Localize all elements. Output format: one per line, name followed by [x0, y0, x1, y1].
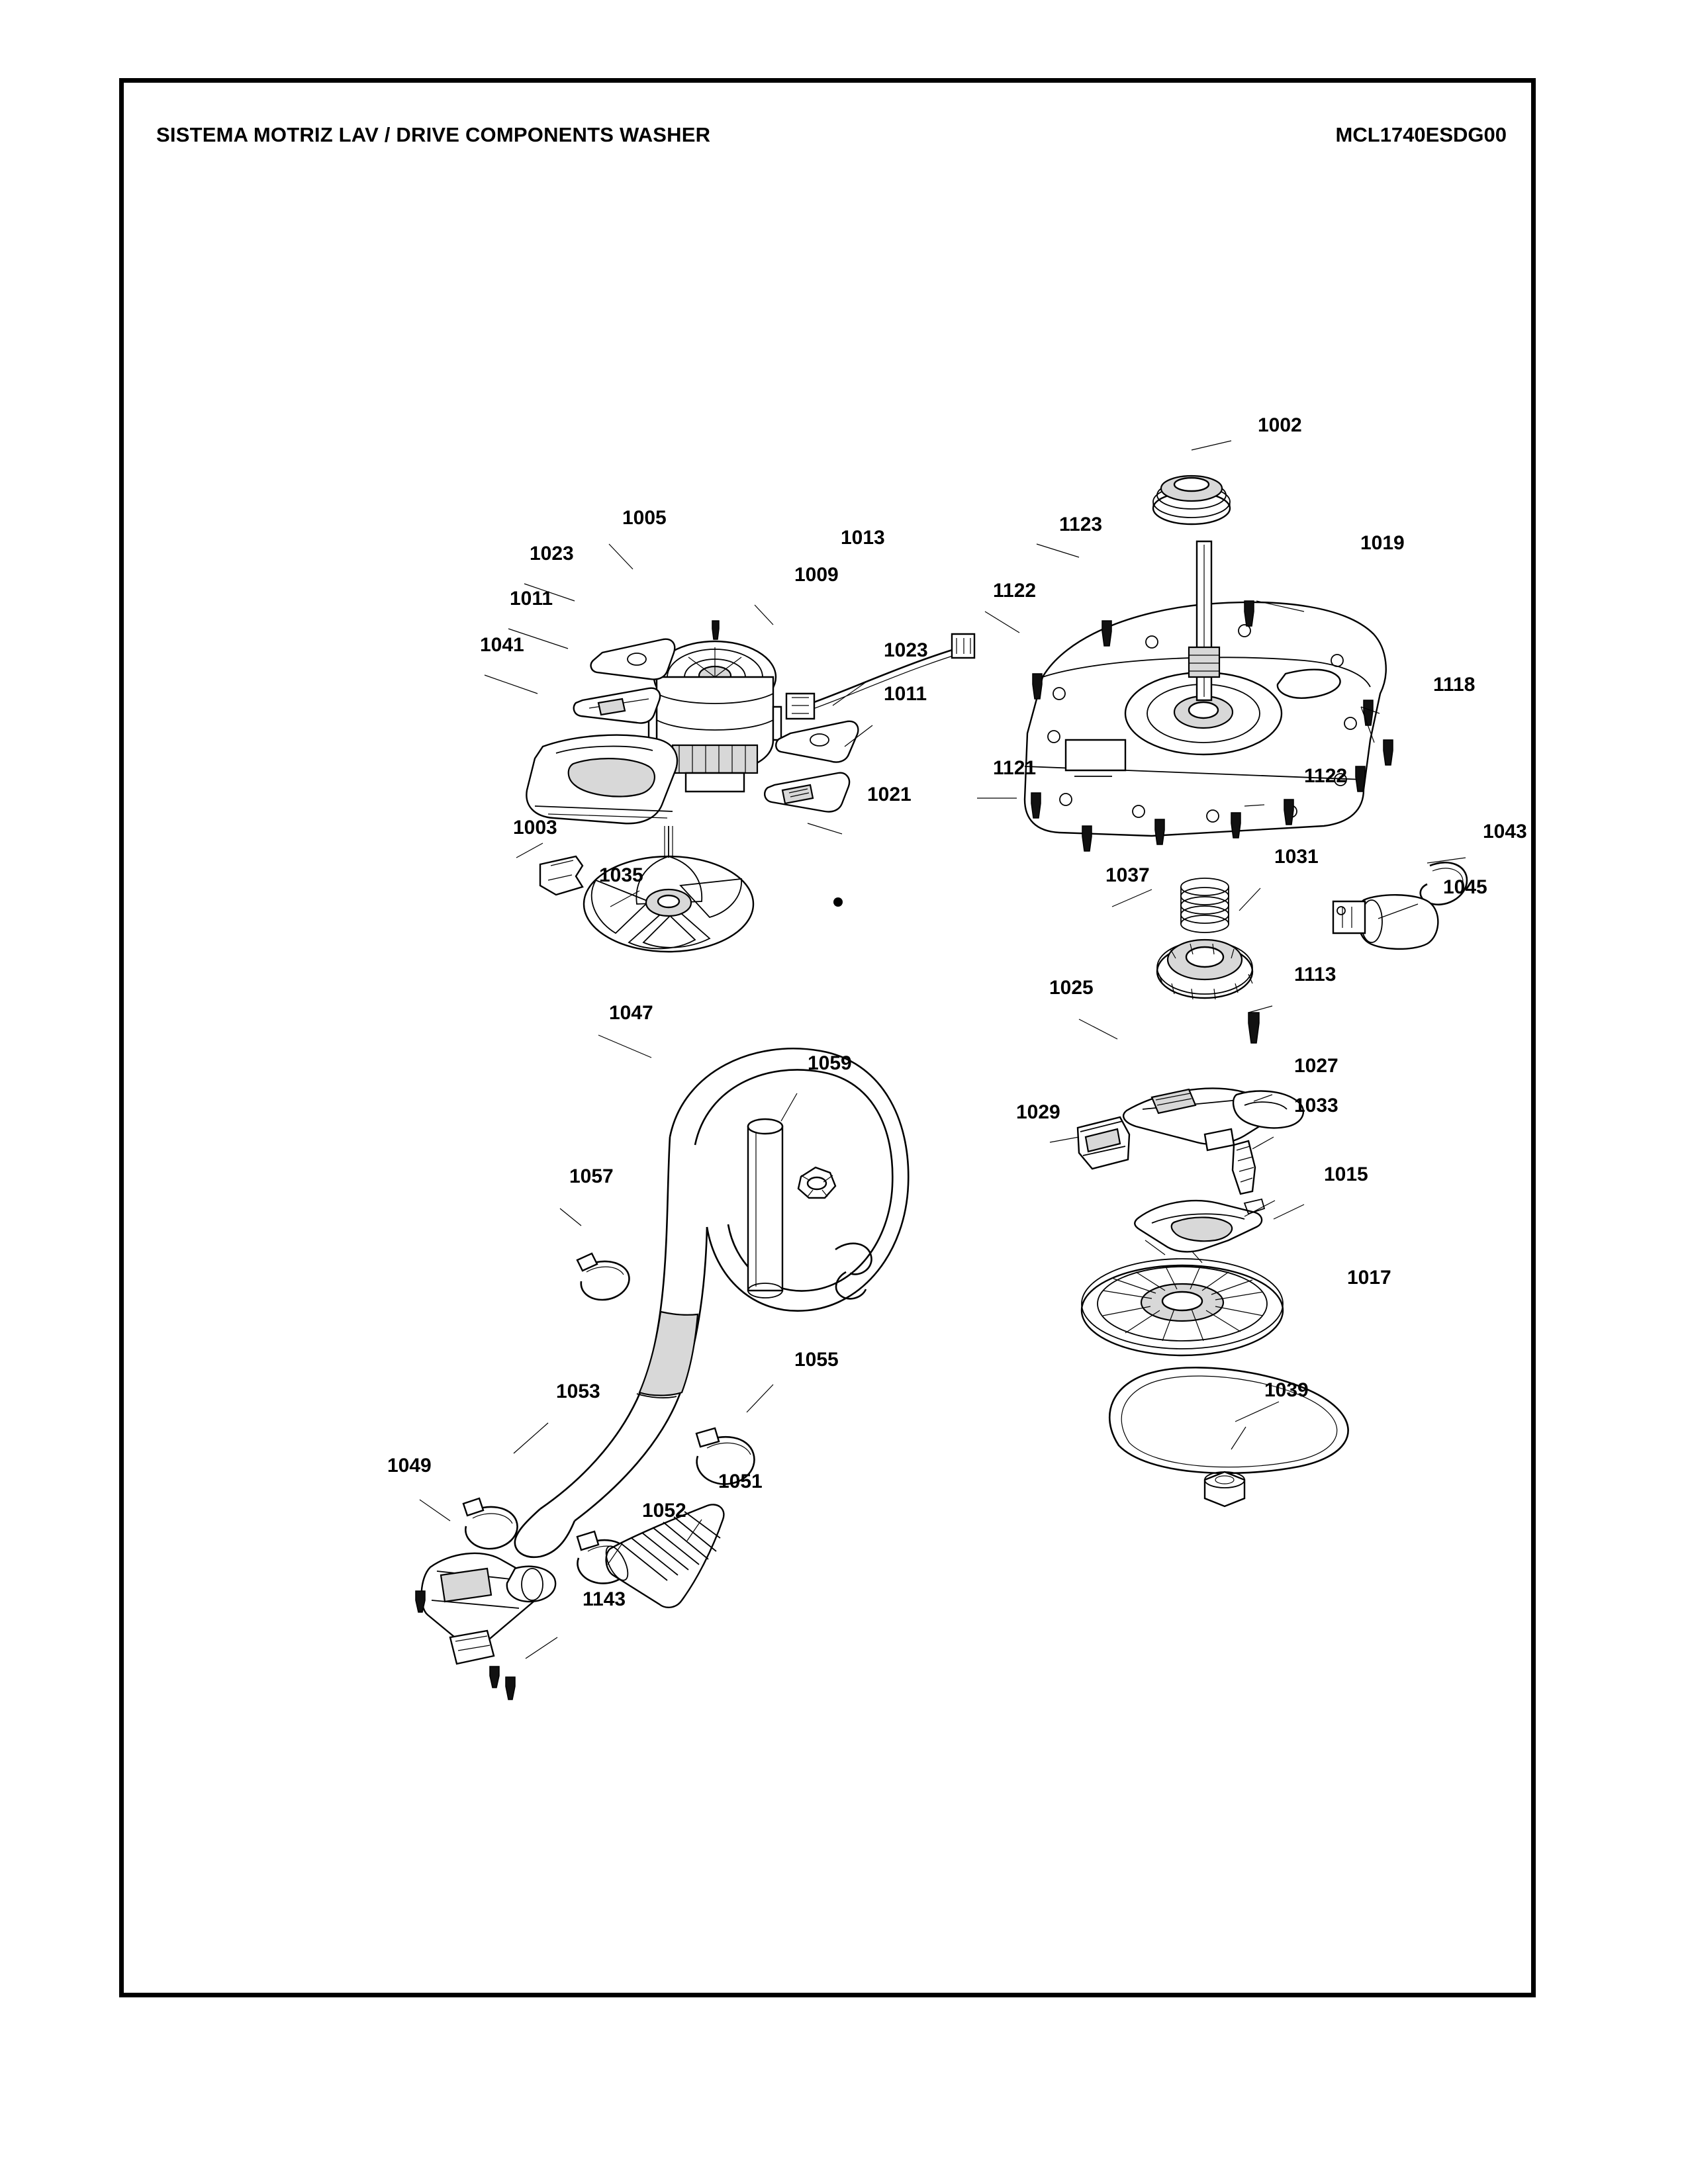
part-1011-grommet-upper: [574, 688, 660, 723]
callout-1011-lower: 1011: [884, 683, 927, 705]
part-1017-belt: [1109, 1367, 1348, 1473]
part-1039-nut: [1205, 1472, 1244, 1506]
part-1143-screw: [506, 1677, 515, 1700]
callout-1118: 1118: [1433, 674, 1476, 696]
callout-1003: 1003: [513, 817, 557, 839]
callout-1047: 1047: [609, 1002, 653, 1024]
part-1023-mount-lower: [776, 721, 858, 762]
callout-1057: 1057: [569, 1165, 614, 1187]
part-1002-seal: [1153, 476, 1230, 524]
callout-1025: 1025: [1049, 977, 1094, 999]
callout-1029: 1029: [1016, 1101, 1060, 1123]
callout-1123: 1123: [1059, 514, 1103, 535]
part-1113-screw: [1248, 1013, 1259, 1043]
part-1025-brake-assembly: [1123, 1089, 1303, 1150]
callout-1002: 1002: [1258, 414, 1302, 436]
callout-1011-upper: 1011: [510, 588, 553, 610]
callout-1035: 1035: [599, 864, 643, 886]
part-1005-screw: [712, 621, 719, 639]
callout-1033: 1033: [1294, 1095, 1338, 1116]
callout-1053: 1053: [556, 1381, 600, 1402]
part-1033-lever: [1135, 1199, 1264, 1263]
part-1059-clip: [798, 1167, 835, 1198]
callout-1017: 1017: [1347, 1267, 1391, 1289]
callout-1043: 1043: [1483, 821, 1527, 842]
part-1031-hub: [1157, 940, 1252, 999]
callout-1013: 1013: [841, 527, 885, 549]
callout-1023-lower: 1023: [884, 639, 928, 661]
callout-1052: 1052: [642, 1500, 686, 1522]
callout-1005: 1005: [622, 507, 667, 529]
callout-1122-lower: 1122: [1304, 765, 1348, 787]
part-1029-block: [1078, 1117, 1129, 1169]
part-1057-clamp: [577, 1253, 629, 1300]
part-1035-fan: [584, 826, 753, 952]
callout-1041: 1041: [480, 634, 524, 656]
part-1019-base-plate: [1025, 541, 1386, 836]
callout-1122-upper: 1122: [993, 580, 1037, 602]
part-1023-mount-upper: [591, 639, 675, 680]
part-1049-pump: [416, 1553, 555, 1688]
part-1015-pulley: [1082, 1259, 1283, 1355]
callout-1027: 1027: [1294, 1055, 1338, 1077]
callout-1019: 1019: [1360, 532, 1405, 554]
callout-1059: 1059: [808, 1052, 852, 1074]
diagram-code: MCL1740ESDG00: [1335, 123, 1507, 146]
callout-1037: 1037: [1105, 864, 1150, 886]
callout-1051: 1051: [718, 1471, 763, 1492]
callout-1009: 1009: [794, 564, 839, 586]
callout-1055: 1055: [794, 1349, 839, 1371]
callout-1049: 1049: [387, 1455, 432, 1477]
part-1021-marker: [833, 897, 843, 907]
part-1045-sleeve: [1333, 895, 1438, 949]
callout-1031: 1031: [1274, 846, 1319, 868]
part-1041-bracket: [526, 735, 677, 824]
page-title: SISTEMA MOTRIZ LAV / DRIVE COMPONENTS WASHER: [156, 123, 711, 146]
part-1013-harness: [786, 634, 974, 719]
part-1027-pin: [1233, 1141, 1255, 1194]
part-1053-clamp: [463, 1498, 518, 1549]
callout-1021: 1021: [867, 784, 912, 805]
callout-1015: 1015: [1324, 1163, 1368, 1185]
callout-1045: 1045: [1443, 876, 1487, 898]
exploded-parts-artwork: [119, 78, 1536, 1997]
callout-1143: 1143: [583, 1588, 626, 1610]
part-1037-spring: [1181, 878, 1229, 933]
part-1011-grommet-lower: [765, 773, 849, 812]
callout-1113: 1113: [1294, 964, 1336, 985]
callout-1121: 1121: [993, 757, 1037, 779]
part-1003-clip: [540, 856, 583, 895]
callout-1023-upper: 1023: [530, 543, 574, 565]
callout-1039: 1039: [1264, 1379, 1309, 1401]
